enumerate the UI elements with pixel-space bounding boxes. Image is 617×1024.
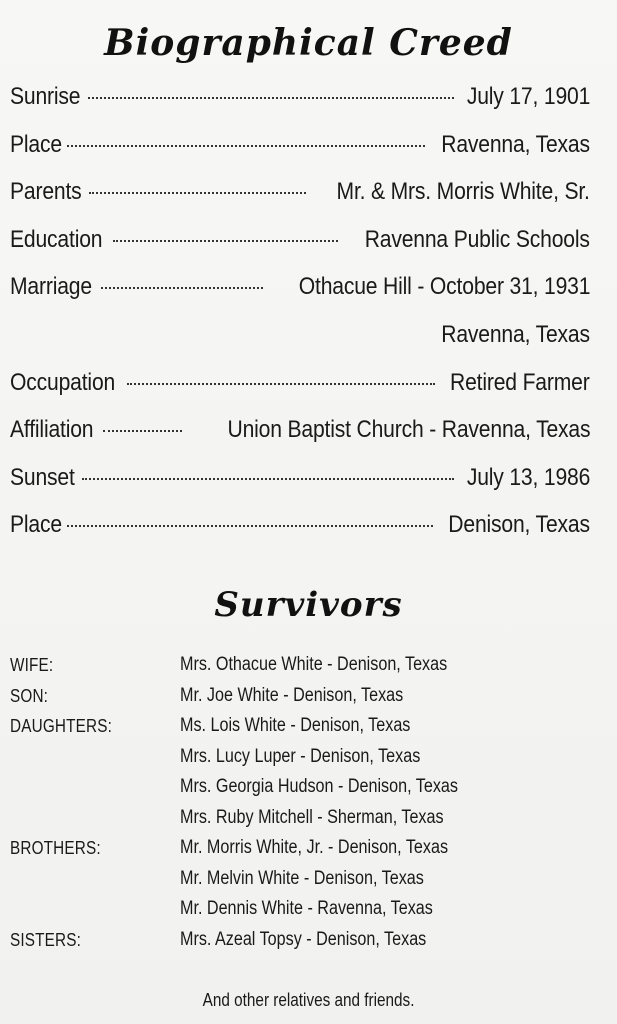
survivor-name: Mrs. Ruby Mitchell - Sherman, Texas: [180, 806, 444, 828]
survivor-group: [10, 650, 610, 681]
bio-value: Othacue Hill - October 31, 1931: [298, 273, 590, 301]
bio-label: Affiliation: [10, 416, 94, 444]
survivor-name: Mrs. Georgia Hudson - Denison, Texas: [180, 776, 458, 797]
bio-label: Sunrise: [10, 83, 81, 110]
survivor-relation-label: DAUGHTERS:: [10, 716, 113, 736]
bio-value: Ravenna, Texas: [441, 130, 590, 158]
dot-leader: [88, 97, 454, 99]
dot-leader: [103, 430, 182, 432]
bio-row: [10, 131, 590, 179]
bio-row: [10, 83, 590, 131]
survivor-group: [10, 711, 610, 833]
dot-leader: [67, 145, 425, 147]
bio-row: [10, 416, 590, 464]
bio-value: Mr. & Mrs. Morris White, Sr.: [336, 178, 590, 206]
dot-leader: [67, 525, 433, 527]
bio-row: [10, 321, 590, 369]
bio-value: Union Baptist Church - Ravenna, Texas: [227, 416, 590, 444]
bio-value: Retired Farmer: [450, 368, 590, 396]
dot-leader: [127, 383, 435, 385]
bio-row: [10, 369, 590, 417]
bio-value: Ravenna, Texas: [441, 320, 590, 348]
bio-row: [10, 464, 590, 512]
survivor-relation-label: BROTHERS:: [10, 838, 101, 858]
survivors-heading: Survivors: [214, 585, 403, 625]
survivor-names: [180, 650, 610, 681]
survivor-relation-label: WIFE:: [10, 655, 54, 675]
biographical-creed-heading: Biographical Creed: [104, 22, 513, 64]
bio-value: July 17, 1901: [466, 83, 590, 110]
survivor-name: Mr. Joe White - Denison, Texas: [180, 684, 404, 706]
bio-label: Place: [10, 130, 62, 158]
bio-value: Denison, Texas: [448, 511, 590, 539]
closing-text: And other relatives and friends.: [202, 990, 415, 1010]
survivor-relation-label: SON:: [10, 685, 49, 706]
survivors-list: [10, 650, 610, 955]
survivor-name: Mr. Melvin White - Denison, Texas: [180, 867, 424, 889]
dot-leader: [101, 287, 263, 289]
survivor-name: Mr. Dennis White - Ravenna, Texas: [180, 898, 433, 919]
closing-line: [0, 990, 617, 1011]
survivor-names: [180, 711, 610, 833]
bio-label: Place: [10, 511, 62, 539]
bio-row: [10, 511, 590, 559]
biographical-creed-list: [10, 83, 590, 559]
bio-value: July 13, 1986: [466, 463, 590, 491]
dot-leader: [113, 240, 338, 242]
survivor-group: [10, 681, 610, 712]
survivor-name: Mr. Morris White, Jr. - Denison, Texas: [180, 837, 449, 858]
survivor-name: Mrs. Lucy Luper - Denison, Texas: [180, 745, 421, 767]
survivor-group: [10, 833, 610, 925]
survivor-name: Mrs. Azeal Topsy - Denison, Texas: [180, 928, 427, 950]
survivor-names: [180, 681, 610, 712]
bio-label: Parents: [10, 178, 82, 206]
bio-label: Marriage: [10, 273, 92, 301]
bio-value: Ravenna Public Schools: [364, 225, 590, 253]
survivor-names: [180, 925, 610, 956]
bio-row: [10, 226, 590, 274]
survivor-group: [10, 925, 610, 956]
bio-label: Sunset: [10, 463, 75, 491]
bio-label: Education: [10, 225, 103, 253]
dot-leader: [82, 478, 454, 480]
bio-row: [10, 178, 590, 226]
survivor-name: Ms. Lois White - Denison, Texas: [180, 715, 411, 736]
bio-row: [10, 273, 590, 321]
bio-label: Occupation: [10, 368, 116, 396]
survivor-relation-label: SISTERS:: [10, 929, 82, 950]
survivor-names: [180, 833, 610, 925]
dot-leader: [89, 192, 306, 194]
survivor-name: Mrs. Othacue White - Denison, Texas: [180, 654, 448, 675]
